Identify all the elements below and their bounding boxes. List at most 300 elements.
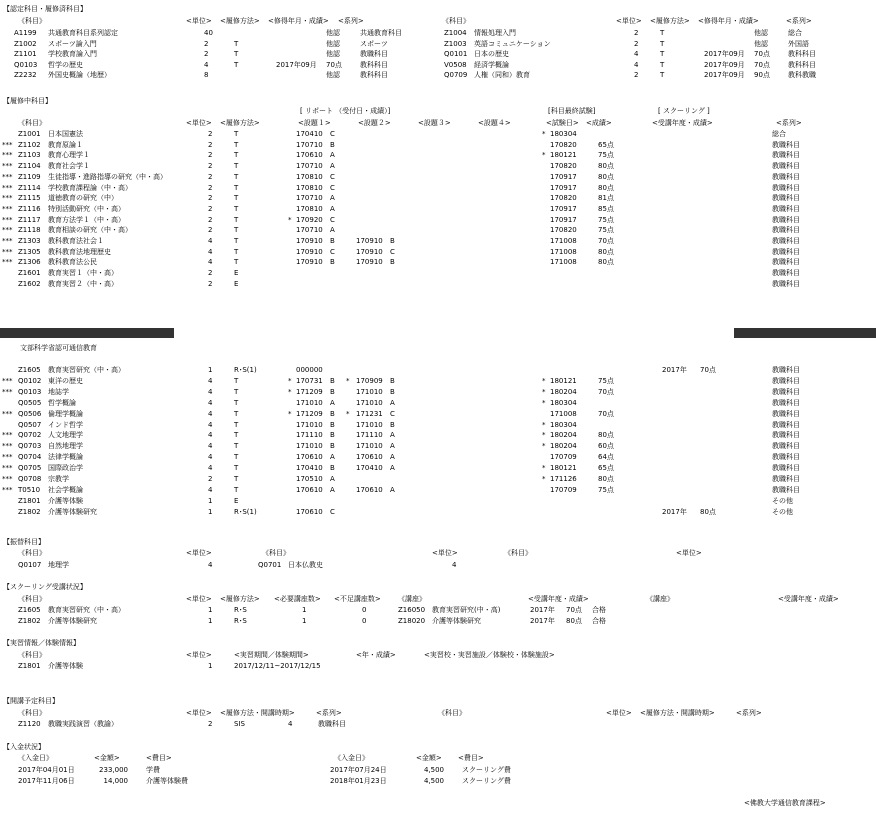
course-cell: 170910 [296, 258, 323, 267]
column-header: 《科目》 [18, 709, 46, 717]
course-cell: B [390, 237, 395, 245]
course-cell: B [330, 431, 335, 440]
course-cell: * [542, 398, 546, 407]
course-cell: T [234, 247, 239, 256]
course-cell: 171231 [356, 409, 383, 418]
course-cell: E [234, 496, 239, 505]
course-cell: 1 [208, 496, 213, 505]
column-header: <不足講座数> [334, 595, 381, 603]
course-cell: *** [2, 247, 13, 256]
credit-cell: 2017年09月 [704, 50, 745, 58]
course-cell: B [330, 140, 335, 149]
payment-cell: 介護等体験費 [146, 776, 188, 785]
column-header: <履修方法・開講時期> [220, 709, 295, 717]
course-cell: 70点 [598, 387, 614, 396]
column-header: <設題１> [298, 119, 331, 127]
credit-cell: T [660, 60, 665, 69]
course-cell: 総合 [772, 130, 786, 138]
course-cell: 宗教学 [48, 475, 69, 483]
course-cell: *** [2, 376, 13, 385]
course-cell: 170610 [296, 507, 323, 516]
course-cell: 教職科目 [772, 420, 800, 429]
course-cell: Q0103 [18, 387, 42, 396]
course-cell: A [390, 453, 395, 462]
course-cell: 4 [208, 237, 213, 245]
cell: 1 [302, 606, 307, 614]
credit-cell: 70点 [326, 60, 342, 69]
course-cell: Q0506 [18, 409, 42, 418]
course-cell: 000000 [296, 366, 323, 374]
course-cell: 2 [208, 269, 213, 278]
course-cell: T [234, 398, 239, 407]
column-header: <履修方法> [220, 119, 260, 127]
credit-cell: 教科教職 [788, 71, 816, 79]
course-cell: 180204 [550, 442, 577, 451]
cell: Q0701 [258, 561, 282, 569]
course-cell: 教職科目 [772, 194, 800, 203]
course-cell: 教科教育法地理歴史 [48, 247, 111, 256]
column-header: <単位> [186, 709, 212, 717]
course-cell: 生徒指導・進路指導の研究（中・高） [48, 172, 167, 181]
payment-cell: 2017年11月06日 [18, 776, 75, 785]
course-cell: C [330, 507, 335, 516]
course-cell: 教職科目 [772, 151, 800, 160]
course-cell: Q0705 [18, 464, 42, 473]
course-cell: 80点 [598, 247, 614, 256]
credit-cell: 情報処理入門 [474, 29, 516, 37]
course-cell: 教職科目 [772, 431, 800, 440]
course-cell: 180121 [550, 464, 577, 473]
course-cell: B [390, 420, 395, 429]
credit-cell: 4 [634, 60, 639, 69]
column-header: <履修方法・開講時期> [640, 709, 715, 717]
course-cell: A [330, 151, 335, 160]
course-cell: *** [2, 258, 13, 267]
course-cell: 80点 [598, 162, 614, 171]
course-cell: 教育実習１（中・高） [48, 269, 118, 278]
course-cell: Z1001 [18, 130, 41, 138]
course-cell: T [234, 485, 239, 494]
course-cell: T [234, 237, 239, 245]
credit-cell: Z1101 [14, 50, 37, 58]
cell: 介護等体験研究 [432, 616, 481, 625]
course-cell: B [330, 464, 335, 473]
cell: 教職実践演習（教諭） [48, 720, 118, 728]
cell: 80点 [566, 616, 582, 625]
cell: 2017/12/11~2017/12/15 [234, 662, 321, 670]
column-header: <受講年度・成績> [778, 595, 839, 603]
course-cell: * [288, 387, 292, 396]
course-cell: 170810 [296, 183, 323, 192]
cell: Z1605 [18, 606, 41, 614]
course-cell: * [288, 215, 292, 224]
course-cell: 教職科目 [772, 226, 800, 235]
column-header: <単位> [186, 651, 212, 659]
cell: R･S [234, 616, 247, 625]
course-cell: Z1601 [18, 269, 41, 278]
course-cell: Q0703 [18, 442, 42, 451]
course-cell: 180204 [550, 387, 577, 396]
course-cell: 171008 [550, 237, 577, 245]
course-cell: * [288, 409, 292, 418]
course-cell: 70点 [598, 237, 614, 245]
cell: 0 [362, 606, 367, 614]
course-cell: T [234, 464, 239, 473]
course-cell: 道徳教育の研究（中） [48, 194, 118, 203]
course-cell: 日本国憲法 [48, 130, 83, 138]
course-cell: T [234, 215, 239, 224]
credit-cell: スポーツ [360, 39, 388, 48]
course-cell: T [234, 453, 239, 462]
column-header: <履修方法> [650, 17, 690, 25]
column-header: <単位> [606, 709, 632, 717]
course-cell: T [234, 431, 239, 440]
payment-cell: 4,500 [423, 766, 444, 774]
course-cell: 170610 [356, 453, 383, 462]
course-cell: 教職科目 [772, 464, 800, 473]
course-cell: *** [2, 204, 13, 213]
credit-cell: T [660, 39, 665, 48]
course-cell: 2 [208, 194, 213, 203]
course-cell: 教職科目 [772, 398, 800, 407]
credit-cell: T [234, 50, 239, 58]
course-cell: 170731 [296, 376, 323, 385]
course-cell: 171010 [356, 387, 383, 396]
column-header: <履修方法> [220, 17, 260, 25]
course-cell: 170610 [356, 485, 383, 494]
course-cell: C [330, 130, 335, 138]
course-cell: 教職科目 [772, 366, 800, 374]
course-cell: 2017年 [662, 507, 687, 516]
course-cell: R･S(1) [234, 366, 257, 374]
course-cell: 170910 [356, 258, 383, 267]
cell: 合格 [592, 616, 606, 625]
payment-cell: スクーリング費 [462, 776, 511, 785]
course-cell: 教育実習２（中・高） [48, 279, 118, 288]
column-header: <単位> [186, 595, 212, 603]
cell: 2017年 [530, 606, 555, 614]
cell: Q0107 [18, 561, 42, 569]
credit-cell: 2 [634, 29, 639, 37]
course-cell: A [330, 475, 335, 483]
course-cell: 170910 [356, 247, 383, 256]
cell: 教育実習研究(中・高) [432, 606, 501, 614]
course-cell: *** [2, 485, 13, 494]
column-header: <金額> [416, 754, 442, 762]
payment-cell: 4,500 [423, 776, 444, 785]
course-cell: A [330, 194, 335, 203]
cell: 介護等体験研究 [48, 616, 97, 625]
course-cell: 170610 [296, 151, 323, 160]
course-cell: 75点 [598, 151, 614, 160]
course-cell: A [390, 398, 395, 407]
course-cell: 65点 [598, 464, 614, 473]
course-cell: A [330, 453, 335, 462]
course-cell: 75点 [598, 485, 614, 494]
divider-bar-right [734, 328, 876, 338]
group-label: [ リポート （受付日・成績）] [300, 107, 391, 115]
course-cell: 教職科目 [772, 247, 800, 256]
credit-cell: 70点 [754, 50, 770, 58]
column-header: 《科目》 [438, 709, 466, 717]
column-header: 《入金日》 [18, 754, 53, 762]
course-cell: 4 [208, 398, 213, 407]
cell: R･S [234, 606, 247, 614]
course-cell: 4 [208, 453, 213, 462]
section-title: 【スクーリング受講状況】 [3, 583, 87, 591]
course-cell: 170810 [296, 172, 323, 181]
course-cell: T [234, 376, 239, 385]
cell: SIS [234, 720, 245, 728]
course-cell: Z1115 [18, 194, 41, 203]
course-cell: * [542, 431, 546, 440]
credit-cell: Z1004 [444, 29, 467, 37]
course-cell: 教職科目 [772, 376, 800, 385]
course-cell: 2 [208, 162, 213, 171]
cell: 0 [362, 616, 367, 625]
course-cell: *** [2, 453, 13, 462]
course-cell: 170820 [550, 162, 577, 171]
course-cell: Z1303 [18, 237, 41, 245]
column-header: <実習期間／体験期間> [234, 651, 309, 659]
course-cell: Q0505 [18, 398, 42, 407]
course-cell: Z1605 [18, 366, 41, 374]
column-header: <設題４> [478, 119, 511, 127]
course-cell: Z1103 [18, 151, 41, 160]
credit-cell: T [234, 39, 239, 48]
course-cell: 75点 [598, 215, 614, 224]
course-cell: T [234, 258, 239, 267]
course-cell: 170510 [296, 475, 323, 483]
credit-cell: 2017年09月 [704, 71, 745, 79]
column-header: <単位> [432, 549, 458, 557]
course-cell: 社会学概論 [48, 485, 83, 494]
course-cell: B [390, 387, 395, 396]
cell: 4 [452, 561, 457, 569]
credit-cell: V0508 [444, 60, 467, 69]
course-cell: 171010 [356, 398, 383, 407]
course-cell: *** [2, 464, 13, 473]
course-cell: * [346, 376, 350, 385]
course-cell: T0510 [18, 485, 41, 494]
column-header: 《科目》 [18, 549, 46, 557]
credit-cell: 40 [204, 29, 213, 37]
column-header: <金額> [94, 754, 120, 762]
course-cell: 180304 [550, 420, 577, 429]
cell: 教育実習研究（中・高） [48, 606, 125, 614]
credit-cell: 経済学概論 [474, 60, 509, 69]
course-cell: 哲学概論 [48, 398, 76, 407]
course-cell: 170710 [296, 162, 323, 171]
course-cell: Z1117 [18, 215, 41, 224]
course-cell: 教職科目 [772, 409, 800, 418]
course-cell: 170410 [296, 464, 323, 473]
course-cell: 2 [208, 204, 213, 213]
course-cell: 2 [208, 130, 213, 138]
column-header: 《科目》 [504, 549, 532, 557]
course-cell: 自然地理学 [48, 442, 83, 451]
course-cell: Z1306 [18, 258, 41, 267]
course-cell: Z1116 [18, 204, 41, 213]
course-cell: A [390, 431, 395, 440]
column-header: 《科目》 [18, 119, 46, 127]
course-cell: B [330, 387, 335, 396]
course-cell: 171110 [296, 431, 323, 440]
course-cell: 教職科目 [772, 204, 800, 213]
course-cell: 法律学概論 [48, 453, 83, 462]
course-cell: 2 [208, 226, 213, 235]
course-cell: *** [2, 172, 13, 181]
column-header: <費目> [458, 754, 484, 762]
course-cell: Z1801 [18, 496, 41, 505]
course-cell: 70点 [700, 366, 716, 374]
column-header: <単位> [616, 17, 642, 25]
course-cell: Q0708 [18, 475, 42, 483]
column-header: <試験日> [546, 119, 579, 127]
course-cell: 80点 [598, 475, 614, 483]
group-label: [ スクーリング ] [658, 107, 710, 115]
credit-cell: Q0709 [444, 71, 468, 79]
course-cell: B [330, 420, 335, 429]
column-header: <単位> [676, 549, 702, 557]
course-cell: 教職科目 [772, 453, 800, 462]
payment-cell: 233,000 [99, 766, 128, 774]
course-cell: B [330, 442, 335, 451]
course-cell: 2 [208, 279, 213, 288]
course-cell: 60点 [598, 442, 614, 451]
divider-bar-left [0, 328, 174, 338]
course-cell: 75点 [598, 376, 614, 385]
course-cell: 東洋の歴史 [48, 376, 83, 385]
course-cell: 170709 [550, 453, 577, 462]
course-cell: 人文地理学 [48, 431, 83, 440]
credit-cell: 4 [634, 50, 639, 58]
cell: 2 [208, 720, 213, 728]
course-cell: 170710 [296, 194, 323, 203]
column-header: <単位> [186, 549, 212, 557]
section-title: 【振替科目】 [3, 538, 45, 546]
course-cell: A [330, 162, 335, 171]
course-cell: A [330, 485, 335, 494]
course-cell: C [330, 183, 335, 192]
credit-cell: T [660, 50, 665, 58]
group-label: [科目最終試験] [548, 107, 596, 115]
course-cell: Q0704 [18, 453, 42, 462]
course-cell: 4 [208, 442, 213, 451]
credit-cell: 共通教育科目 [360, 29, 402, 37]
course-cell: * [346, 409, 350, 418]
course-cell: 171110 [356, 431, 383, 440]
course-cell: 171010 [296, 398, 323, 407]
column-header: 《科目》 [18, 651, 46, 659]
column-header: <受講年度・成績> [528, 595, 589, 603]
credit-cell: 他認 [754, 39, 768, 48]
course-cell: 2 [208, 475, 213, 483]
course-cell: 171010 [356, 420, 383, 429]
course-cell: 170917 [550, 183, 577, 192]
credit-cell: T [234, 60, 239, 69]
course-cell: 170820 [550, 194, 577, 203]
course-cell: A [330, 204, 335, 213]
course-cell: 180304 [550, 130, 577, 138]
course-cell: 教育相談の研究（中・高） [48, 226, 132, 235]
credit-cell: 2017年09月 [704, 60, 745, 69]
course-cell: T [234, 162, 239, 171]
course-cell: A [390, 442, 395, 451]
credit-cell: 他認 [326, 29, 340, 37]
column-header: <年・成績> [356, 651, 396, 659]
course-cell: E [234, 279, 239, 288]
course-cell: B [330, 376, 335, 385]
payment-cell: 2018年01月23日 [330, 776, 387, 785]
course-cell: 65点 [598, 140, 614, 149]
course-cell: 教職科目 [772, 485, 800, 494]
credit-cell: 教科科目 [788, 60, 816, 69]
cell: 1 [208, 616, 213, 625]
section-title: 【入金状況】 [3, 743, 45, 751]
course-cell: 介護等体験 [48, 496, 83, 505]
course-cell: A [330, 398, 335, 407]
column-header: <修得年月・成績> [268, 17, 329, 25]
course-cell: T [234, 442, 239, 451]
column-header: 《講座》 [646, 595, 674, 603]
course-cell: 180121 [550, 151, 577, 160]
course-cell: 1 [208, 366, 213, 374]
credit-cell: 2 [634, 39, 639, 48]
column-header: 《科目》 [18, 17, 46, 25]
credit-cell: 人権（同和）教育 [474, 71, 530, 79]
column-header: 《講座》 [398, 595, 426, 603]
course-cell: 教科教育法社会１ [48, 237, 104, 245]
course-cell: 教職科目 [772, 442, 800, 451]
course-cell: Z1102 [18, 140, 41, 149]
cell: Z16050 [398, 606, 426, 614]
cell: 教職科目 [318, 720, 346, 728]
cell: 4 [288, 720, 293, 728]
course-cell: T [234, 204, 239, 213]
course-cell: *** [2, 442, 13, 451]
column-header: <費目> [146, 754, 172, 762]
credit-cell: 教科科目 [360, 71, 388, 79]
course-cell: その他 [772, 507, 793, 516]
course-cell: 4 [208, 409, 213, 418]
course-cell: その他 [772, 496, 793, 505]
course-cell: *** [2, 226, 13, 235]
course-cell: 170910 [296, 237, 323, 245]
cell: Z1801 [18, 662, 41, 670]
column-header: <設題２> [358, 119, 391, 127]
course-cell: 80点 [598, 258, 614, 267]
credit-cell: Z1003 [444, 39, 467, 48]
course-cell: *** [2, 183, 13, 192]
course-cell: * [542, 387, 546, 396]
course-cell: 170820 [550, 140, 577, 149]
course-cell: T [234, 226, 239, 235]
course-cell: 1 [208, 507, 213, 516]
course-cell: 教職科目 [772, 269, 800, 278]
credit-cell: 英語コミュニケーション [474, 39, 551, 48]
cell: 1 [302, 616, 307, 625]
course-cell: 170410 [296, 130, 323, 138]
course-cell: 171010 [296, 442, 323, 451]
course-cell: C [390, 247, 395, 256]
course-cell: Z1118 [18, 226, 41, 235]
course-cell: * [288, 376, 292, 385]
course-cell: 教職科目 [772, 215, 800, 224]
course-cell: 180304 [550, 398, 577, 407]
course-cell: B [330, 409, 335, 418]
credit-cell: 学校教育論入門 [48, 50, 97, 58]
